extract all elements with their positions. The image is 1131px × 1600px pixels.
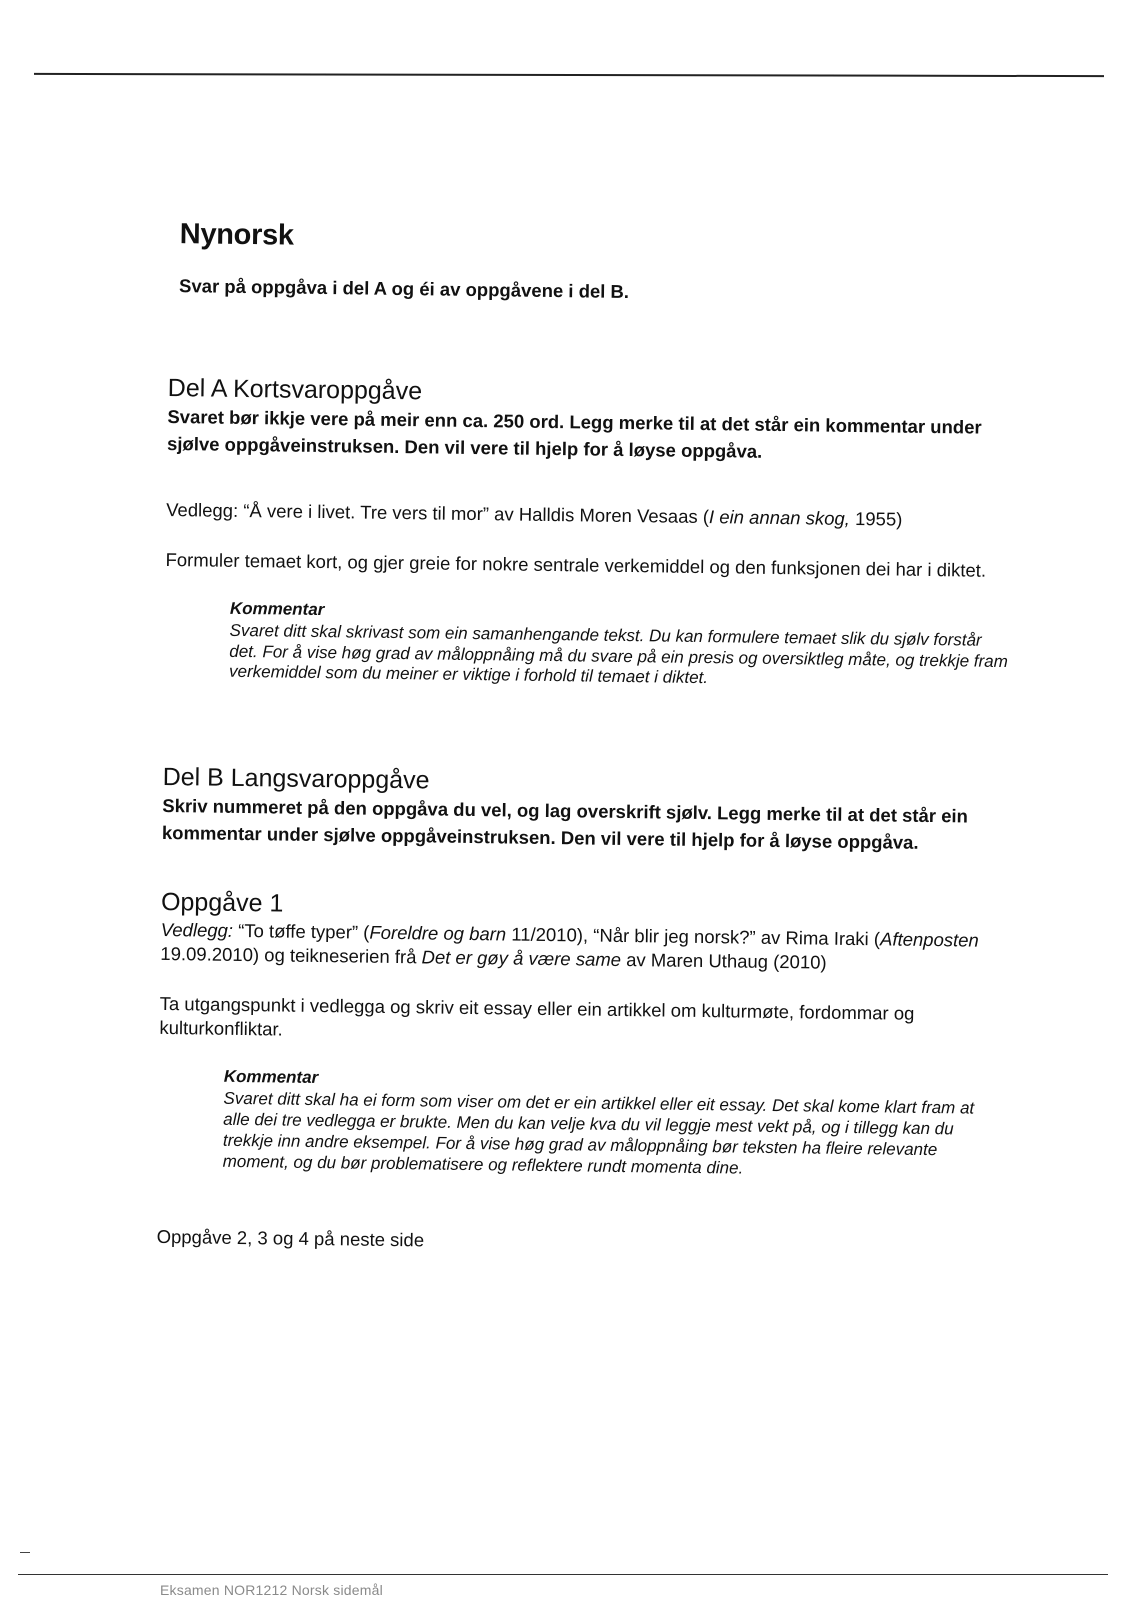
- del-a-instruction: Svaret bør ikkje vere på meir enn ca. 250 ord. Legg merke til at det står ein kommentar under sjølve oppgåveinstruksen. Den vil vere til hjelp for å løyse oppgåva.: [166, 406, 982, 462]
- bottom-rule: [18, 1574, 1108, 1575]
- page-footer: Eksamen NOR1212 Norsk sidemål: [160, 1582, 383, 1598]
- next-page-note: Oppgåve 2, 3 og 4 på neste side: [156, 1226, 425, 1251]
- del-b-heading: Del B Langsvaroppgåve: [162, 763, 430, 795]
- del-a-comment-heading: Kommentar: [229, 598, 325, 620]
- oppgave-1-task: Ta utgangspunkt i vedlegga og skriv eit essay eller ein artikkel om kulturmøte, fordommar og kulturkonfliktar.: [159, 993, 915, 1040]
- oppgave-1-vedlegg-part4: av Maren Uthaug (2010): [620, 949, 827, 974]
- del-a-comment-text: Svaret ditt skal skrivast som ein samanhengande tekst. Du kan formulere temaet slik du sjølv forstår det. For å vise høg grad av måloppnåing må du svare på ein presis og oversiktleg måte, og trekkje fram verkemiddel som du meiner er viktige i forhold til temaet i diktet.: [228, 620, 1009, 688]
- del-a-vedlegg-text: Vedlegg: “Å vere i livet. Tre vers til mor” av Halldis Moren Vesaas (: [166, 498, 710, 527]
- del-a-comment: [229, 599, 1010, 693]
- del-a-heading: Del A Kortsvaroppgåve: [167, 373, 423, 406]
- general-instruction: Svar på oppgåva i del A og éi av oppgåvene i del B.: [178, 275, 630, 303]
- del-a-vedlegg-source: I ein annan skog,: [708, 505, 851, 529]
- section-del-b: [162, 762, 1023, 858]
- oppgave-1-vedlegg-part3: 19.09.2010) og teikneserien frå: [160, 943, 422, 968]
- del-a-vedlegg-year: 1955): [849, 507, 903, 530]
- oppgave-1-comment-heading: Kommentar: [223, 1067, 319, 1088]
- top-rule: [34, 73, 1104, 77]
- oppgave-1-vedlegg-part1: “To tøffe typer” (: [232, 920, 370, 943]
- del-a-vedlegg: [166, 498, 1026, 533]
- page-title: Nynorsk: [179, 218, 294, 252]
- oppgave-1-vedlegg-source2: Aftenposten: [879, 928, 979, 951]
- oppgave-1-vedlegg-source3: Det er gøy å være same: [421, 946, 622, 971]
- oppgave-1-comment: [223, 1067, 1004, 1182]
- oppgave-1-vedlegg-part2: 11/2010), “Når blir jeg norsk?” av Rima Iraki (: [506, 923, 881, 950]
- section-oppgave-1: [158, 887, 1022, 1183]
- oppgave-1-comment-text: Svaret ditt skal ha ei form som viser om det er ein artikkel eller eit essay. Det skal kome klart fram at alle dei tre vedlegga er brukte. Men du kan velje kva du vil leggje mest vekt på, og i tillegg kan du trekkje inn andre eksempel. For å vise høg grad av måloppnåing bør teksten ha fleire relevante moment, og du bør problematisere og reflektere rundt momenta dine.: [222, 1089, 975, 1178]
- oppgave-1-vedlegg: [160, 918, 1021, 977]
- del-a-task: Formuler temaet kort, og gjer greie for nokre sentrale verkemiddel og den funksjonen dei har i diktet.: [165, 548, 987, 581]
- del-b-instruction: Skriv nummeret på den oppgåva du vel, og lag overskrift sjølv. Legg merke til at det står ein kommentar under sjølve oppgåveinstruksen. Den vil vere til hjelp for å løyse oppgåva.: [161, 795, 969, 854]
- section-del-a: [164, 373, 1028, 693]
- margin-mark: [20, 1552, 30, 1553]
- oppgave-1-vedlegg-label: Vedlegg:: [160, 919, 234, 942]
- oppgave-1-vedlegg-source1: Foreldre og barn: [369, 921, 507, 945]
- page-content: [156, 218, 1030, 1278]
- oppgave-1-heading: Oppgåve 1: [160, 887, 284, 918]
